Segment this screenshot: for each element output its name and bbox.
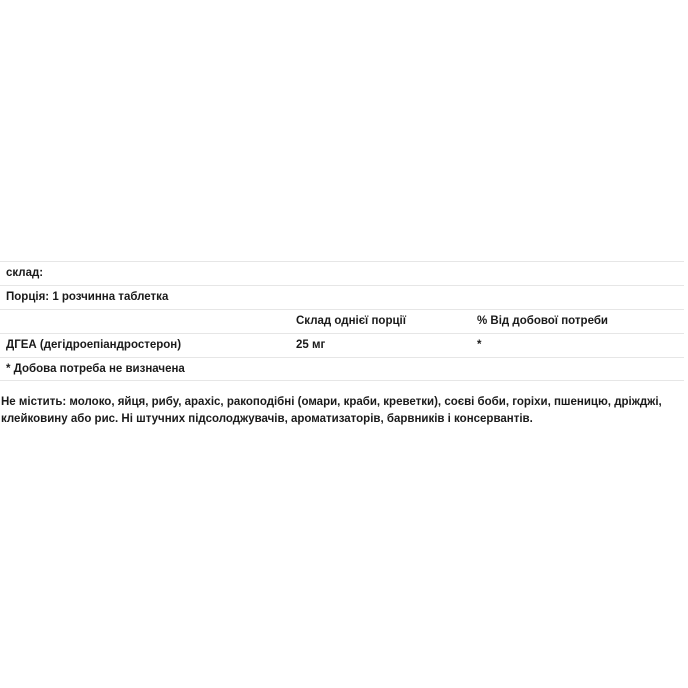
disclaimer-line-1: Не містить: молоко, яйця, рибу, арахіс, ракоподібні (омари, краби, креветки), соєві боби, горіхи, пшеницю, дріжджі,: [1, 396, 662, 408]
serving-row: [0, 285, 684, 309]
ingredient-amount: 25 мг: [296, 339, 326, 351]
allergen-disclaimer: [1, 394, 685, 428]
footnote: * Добова потреба не визначена: [6, 363, 185, 375]
disclaimer-line-2: клейковину або рис. Ні штучних підсолоджувачів, ароматизаторів, барвників і консервантів.: [1, 413, 533, 425]
serving-size: Порція: 1 розчинна таблетка: [6, 291, 169, 303]
ingredient-row: [0, 333, 684, 357]
header-row: [0, 309, 684, 333]
table-title: склад:: [6, 267, 44, 279]
title-row: [0, 261, 684, 285]
supplement-facts-table: [0, 261, 684, 381]
footnote-row: [0, 357, 684, 381]
daily-value-header: % Від добової потреби: [477, 315, 608, 327]
amount-header: Склад однієї порції: [296, 315, 406, 327]
ingredient-name: ДГЕА (дегідроепіандростерон): [6, 339, 182, 351]
ingredient-daily-value: *: [477, 339, 482, 351]
